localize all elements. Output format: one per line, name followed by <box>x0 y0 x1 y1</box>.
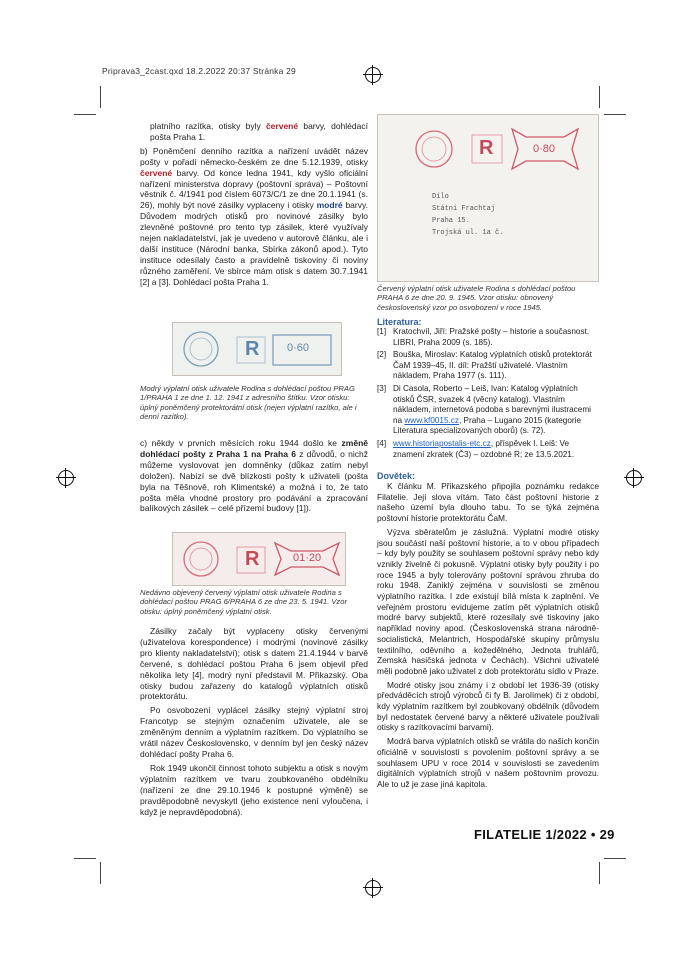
crop-mark <box>599 86 600 108</box>
registration-mark-left <box>58 470 74 486</box>
literature-item: [4] www.historiapostalis-etc.cz, příspěvek I. Leiš: Ve znamení zkratek (Č3) – ozdobné R; ze 13.5.2021. <box>377 438 575 459</box>
slug-line: Priprava3_2cast.qxd 18.2.2022 20:37 Stránka 29 <box>102 66 296 76</box>
crop-mark <box>100 862 101 884</box>
stamp-value-label: 01·20 <box>293 552 322 564</box>
link-historiapostalis[interactable]: www.historiapostalis-etc.cz <box>393 438 491 448</box>
caption-envelope: Červený výplatní otisk uživatele Rodina s dohlédací poštou PRAHA 6 ze dne 20. 9. 1945. Vzor otisku: obnovený československý vzor po osvobození v roce 1945. <box>377 284 576 312</box>
paragraph-2: Po osvobození vyplácel zásilky stejný výplatní stroj Francotyp se stejným označením uživatele, ale se změněným denním a výplatním razítkem. Do výplatního se vrátil název Československo, v denním byl jen český název dohlédací pošty Praha 6. <box>140 705 368 759</box>
stamp-r-label: R <box>245 548 260 570</box>
registration-mark-bottom <box>365 880 381 896</box>
literature-item: [3] Di Casola, Roberto – Leiš, Ivan: Katalog výplatních otisků ČSR, svazek 4 (věcný katalog). Vlastním nákladem, internetová podoba s barevnými ilustracemi na www.kf0015.cz, Praha – Lugano 2015 (kategorie Literatura specializovaných oborů) (s. 72). <box>377 383 591 436</box>
literature-item: [2] Bouška, Miroslav: Katalog výplatních otisků protektorát ČaM 1939–45, II. díl: Pražští uživatelé. Vlastním nákladem, Praha 1977 (s. 111). <box>377 350 592 381</box>
footer-bullet: • <box>590 827 596 842</box>
crop-mark <box>74 858 96 859</box>
page-footer <box>474 827 615 842</box>
blue-meter-stamp-image <box>172 322 342 376</box>
stamp-r-label: R <box>479 137 494 159</box>
literature-section <box>377 317 599 462</box>
dovetek-paragraph-2: Výzva sběratelům je záslužná. Výplatní modré otisky jsou součástí naší poštovní historie, a to v obou případech – kdy byly použity se souhlasem poštovní správy nebo kdy vznikly živelně či pokusně. Výplatní otisky byly použity i po roce 1945 a byly tolerovány poštovní správou zhruba do roku 1948. Zaniklý zejména v souvislosti se změnou výplatního razítka. I zde existují bílá místa k zaplnění. Ve veřejném prostoru evidujeme zatím pět výplatních otisků modré barvy subjektů, které rozesílaly své tiskoviny jako například noviny apod. (Československá strana národně-socialistická, Melantrich, Hospodářské skupiny průmyslu textilního, oděvního a kožedělného, Jednota truhlářů, Zemská hasičská jednota v Čechách). Všichni uživatelé měli podobně jako uživatel z dob protektorátu sídlo v Praze. <box>377 526 599 676</box>
crop-mark <box>604 114 626 115</box>
dovetek-section <box>377 471 599 793</box>
crop-mark <box>100 86 101 108</box>
envelope-image <box>377 114 599 282</box>
dovetek-paragraph-1: K článku M. Přikazského připojila poznámku redakce Filatelie. Její slova vítám. Tato část poštovní historie z našeho území byla dlouho tabu. To se týká zejména poštovní historie protektorátu ČaM. <box>377 481 599 524</box>
page-number: 29 <box>599 827 615 842</box>
paragraph-intro: platního razítka, otisky byly červené barvy, dohlédací pošta Praha 1. <box>150 121 368 142</box>
left-column-top <box>140 121 368 291</box>
dovetek-paragraph-4: Modrá barva výplatních otisků se vrátila do našich končin oficiálně v souvislosti s povolením poštovní správy a se souhlasem UPU v roce 2014 v souvislosti se zavedením digitálních výplatních strojů v našem poštovním provozu. Ale to už je zase jiná kapitola. <box>377 736 599 789</box>
paragraph-1: Zásilky začaly být vyplaceny otisky červenými (uživatelova korespondence) i modrými (novinové zásilky pro klienty nakladatelství); otisk s datem 21.4.1944 v barvě červené, s dohlédací poštou Praha 6 jsem objevil před několika lety [4], modrý nyní představil M. Přikazský. Oba otisky budou zařazeny do katalogů výplatních otisků protektorátu. <box>140 626 368 702</box>
registration-mark-right <box>626 470 642 486</box>
caption-red-stamp-1944: Nedávno objevený červený výplatní otisk uživatele Rodina s dohlédací poštou PRAG 6/PRAHA 6 ze dne 23. 5. 1941. Vzor otisku: úplný poněmčený výplatní otisk. <box>140 588 347 616</box>
crop-mark <box>604 858 626 859</box>
dovetek-heading: Dovětek: <box>377 471 416 481</box>
envelope-address: Dílo Státní Frachtaj Praha 15. Trojská ul. 1a č. <box>432 193 504 237</box>
literature-list <box>377 327 599 460</box>
literature-heading: Literatura: <box>377 317 422 327</box>
paragraph-b: b) Poněmčení denního razítka a nařízení uvádět název pošty v pořadí německo-českém ze dne 5.12.1939, otisky červené barvy. Od konce ledna 1941, kdy vyšlo oficiální nařízení ministerstva dopravy (poštovní správa) – Poštovní věstník č. 4/1941 pod číslem 6073/C/1 ze dne 20.1.1941 (s. 26), mohly být nové zásilky vyplaceny i otisky modré barvy. Důvodem modrých otisků pro novinové zásilky bylo zlevněné poštovné pro tento typ zásilek, které využívaly nejen nakladatelství, jak je uvedeno v autorově článku, ale i další instituce (Národní banka, Sbírka zákonů apod.). Tyto instituce odesílaly často a pravidelně tiskoviny či noviny různého zaměření. Ve sbírce mám otisk s datem 30.7.1941 [2] a [3]. Dohlédací pošta Praha 1. <box>140 145 368 287</box>
paragraph-c: c) někdy v prvních měsících roku 1944 došlo ke změně dohlédací pošty z Praha 1 na Praha 6 z důvodů, o nichž můžeme vyslovovat jen domněnky (důkaz zatím nebyl doložen). Nabízí se dvě blízkosti pošty k uživateli (pošta byla na Těšnově, roh Klimentské) a možná i to, že tato pošta měla vhodné prostory pro podávání a zpracování balíkových zásilek – celé přízemí budovy [1]). <box>140 438 368 514</box>
stamp-value-label: 0·60 <box>287 342 310 354</box>
stamp-r-label: R <box>245 338 260 360</box>
stamp-value-label: 0·80 <box>533 143 556 155</box>
link-kf0015[interactable]: www.kf0015.cz <box>404 415 459 425</box>
caption-blue-stamp: Modrý výplatní otisk uživatele Rodina s dohlédací poštou PRAG 1/PRAHA 1 ze dne 1. 12. 1941 z adresního štítku. Vzor otisku: úplný poněmčený protektorátní otisk (nejen výplatní razítko, ale i denní razítko). <box>140 384 357 421</box>
crop-mark <box>74 114 96 115</box>
dovetek-paragraph-3: Modré otisky jsou známy i z období let 1936-39 (otisky předváděcích strojů výrobců či fy B. Jarolímek) či z období, kdy výplatním razítkem byl zoubkovaný obdélník (důvodem byl nedostatek červené barvy a některé uživatele používali otisky s razítkovacími barvami). <box>377 679 599 733</box>
literature-item: [1] Kratochvíl, Jiří: Pražské pošty – historie a současnost. LIBRI, Praha 2009 (s. 185). <box>377 327 590 347</box>
left-column-bottom <box>140 626 368 820</box>
magazine-title: FILATELIE 1/2022 <box>474 827 587 842</box>
paragraph-3: Rok 1949 ukončil činnost tohoto subjektu a otisk s novým výplatním razítkem ve tvaru zoubkovaného obdélníku (nařízení ze dne 29.10.1946 k postupné výměně) se pravděpodobně nevyskytl (jeho existence není vyloučena, i když je nepravděpodobná). <box>140 762 368 817</box>
registration-mark-top <box>365 67 381 83</box>
crop-mark <box>599 862 600 884</box>
red-meter-stamp-image <box>172 532 346 586</box>
